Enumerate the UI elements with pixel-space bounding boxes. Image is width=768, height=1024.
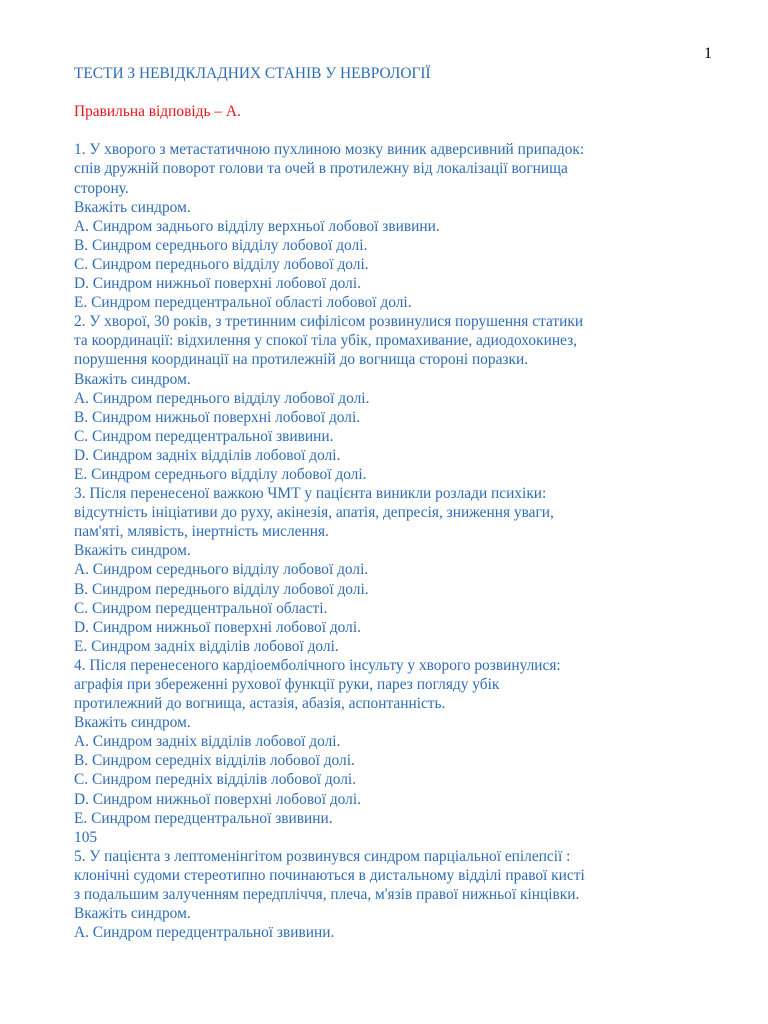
text-line: C. Синдром передніх відділів лобової долі. bbox=[74, 771, 357, 789]
document-title: ТЕСТИ З НЕВІДКЛАДНИХ СТАНІВ У НЕВРОЛОГІЇ bbox=[74, 65, 431, 82]
text-line: 4. Після перенесеного кардіоемболічного інсульту у хворого розвинулися: bbox=[74, 656, 561, 674]
text-line: D. Синдром задніх відділів лобової долі. bbox=[74, 446, 341, 464]
text-line: 105 bbox=[74, 828, 98, 846]
text-line: Вкажіть синдром. bbox=[74, 542, 191, 560]
text-line: B. Синдром середніх відділів лобової долі. bbox=[74, 752, 355, 770]
text-line: аграфія при збереженні рухової функції руки, парез погляду убік bbox=[74, 676, 500, 693]
text-line: порушення координації на протилежній до вогнища стороні поразки. bbox=[74, 351, 529, 369]
text-line: та координації: відхилення у спокої тіла убік, промахивание, адиодохокинез, bbox=[74, 332, 578, 350]
text-line: A. Синдром заднього відділу верхньої лобової звивини. bbox=[74, 217, 440, 235]
text-line: C. Синдром передцентральної звивини. bbox=[74, 427, 334, 445]
question-list bbox=[74, 140, 694, 942]
text-line: з подальшим залученням передпліччя, плеча, м'язів правої нижньої кінцівки. bbox=[74, 886, 580, 904]
text-line: C. Синдром переднього відділу лобової долі. bbox=[74, 255, 369, 273]
text-line: B. Синдром нижньої поверхні лобової долі. bbox=[74, 408, 361, 426]
text-line: 3. Після перенесеної важкою ЧМТ у пацієнта виникли розлади психіки: bbox=[74, 485, 547, 503]
text-line: 2. У хворої, 30 років, з третинним сифілісом розвинулися порушення статики bbox=[74, 313, 584, 331]
text-line: спів дружній поворот голови та очей в протилежну від локалізації вогнища bbox=[74, 160, 568, 178]
document-body bbox=[74, 64, 694, 942]
text-line: A. Синдром середнього відділу лобової долі. bbox=[74, 561, 369, 579]
text-line: A. Синдром переднього відділу лобової долі. bbox=[74, 389, 370, 407]
text-line: D. Синдром нижньої поверхні лобової долі. bbox=[74, 790, 361, 808]
text-line: A. Синдром задніх відділів лобової долі. bbox=[74, 733, 341, 751]
text-line: 5. У пацієнта з лептоменінгітом розвинувся синдром парціальної епілепсії : bbox=[74, 847, 571, 865]
text-line: E. Синдром задніх відділів лобової долі. bbox=[74, 637, 339, 655]
text-line: 1. У хворого з метастатичною пухлиною мозку виник адверсивний припадок: bbox=[74, 141, 585, 159]
page-number: 1 bbox=[704, 45, 712, 62]
text-line: протилежний до вогнища, астазія, абазія, аспонтанність. bbox=[74, 695, 446, 713]
text-line: пам'яті, млявість, інертність мислення. bbox=[74, 523, 329, 541]
text-line: сторону. bbox=[74, 179, 129, 197]
text-line: D. Синдром нижньої поверхні лобової долі. bbox=[74, 275, 361, 293]
text-line: відсутність ініціативи до руху, акінезія, апатія, депресія, зниження уваги, bbox=[74, 504, 554, 522]
text-line: D. Синдром нижньої поверхні лобової долі. bbox=[74, 618, 361, 636]
text-line: E. Синдром середнього відділу лобової долі. bbox=[74, 465, 367, 483]
text-line: клонічні судоми стереотипно починаються в дистальному відділі правої кисті bbox=[74, 866, 585, 884]
text-line: A. Синдром передцентральної звивини. bbox=[74, 924, 335, 942]
text-line: Вкажіть синдром. bbox=[74, 370, 191, 388]
text-line: B. Синдром переднього відділу лобової долі. bbox=[74, 580, 369, 598]
text-line: E. Синдром передцентральної звивини. bbox=[74, 809, 333, 827]
text-line: Вкажіть синдром. bbox=[74, 905, 191, 923]
text-line: Вкажіть синдром. bbox=[74, 714, 191, 732]
blank-line bbox=[74, 121, 694, 140]
correct-answer-note: Правильна відповідь – А. bbox=[74, 103, 241, 121]
text-line: B. Синдром середнього відділу лобової долі. bbox=[74, 236, 368, 254]
text-line: Вкажіть синдром. bbox=[74, 198, 191, 216]
text-line: E. Синдром передцентральної області лобової долі. bbox=[74, 294, 412, 312]
text-line: C. Синдром передцентральної області. bbox=[74, 599, 328, 617]
blank-line bbox=[74, 83, 694, 102]
